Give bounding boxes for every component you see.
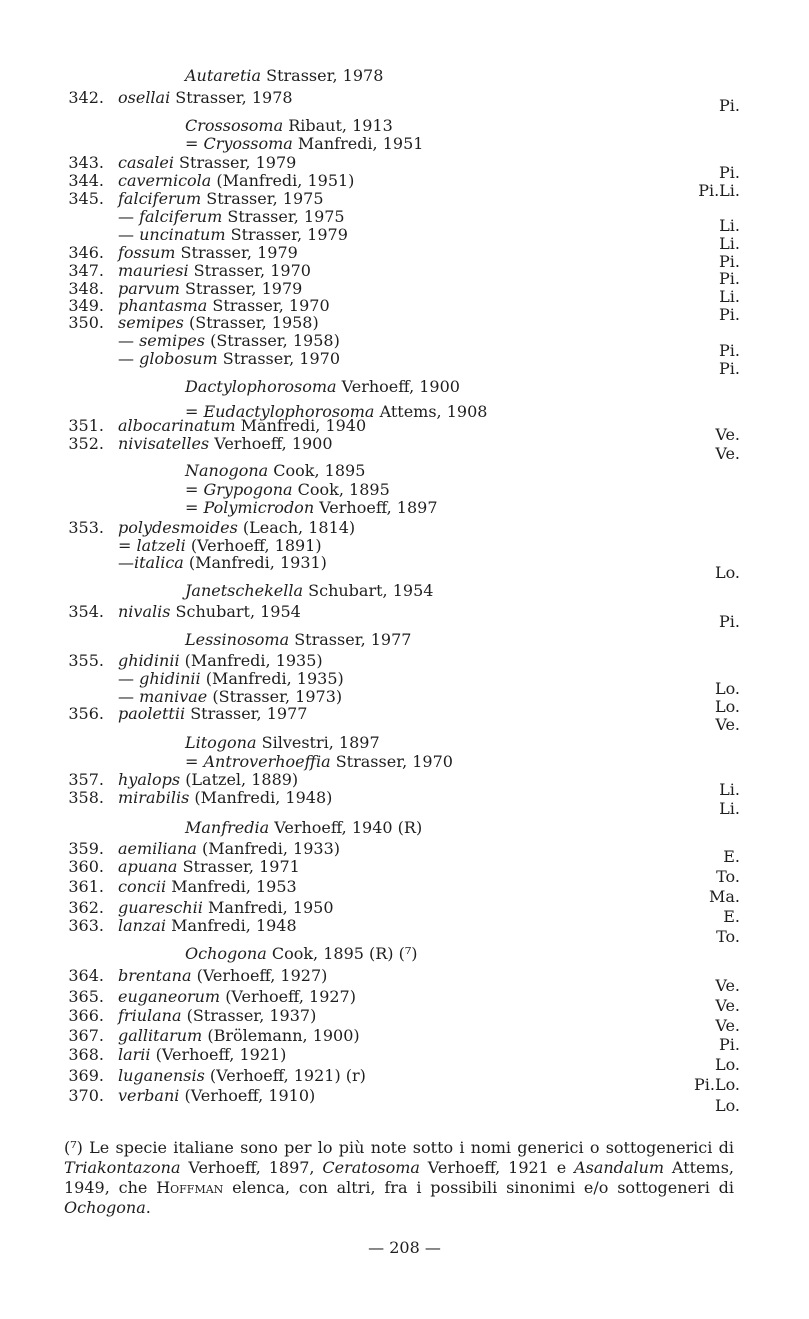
species-name: guareschii — [118, 898, 203, 917]
species-name: mauriesi — [118, 261, 189, 280]
genus-name: Grypogona — [203, 480, 293, 499]
entry-number: 361. — [68, 877, 104, 896]
synonym-prefix: — — [118, 225, 140, 244]
synonym-prefix: = — [185, 402, 204, 421]
author-citation: Cook, 1895 — [297, 480, 390, 499]
region-code: Lo. — [714, 1055, 740, 1074]
author-citation: Strasser, 1975 — [206, 189, 324, 208]
species-name: uncinatum — [139, 225, 226, 244]
region-code: Pi. — [719, 163, 740, 182]
entry-number: 354. — [68, 602, 104, 621]
author-citation: Strasser, 1978 — [266, 66, 384, 85]
genus-name: Manfredia — [185, 818, 270, 837]
entry-number: 349. — [68, 296, 104, 315]
region-code: Ve. — [715, 976, 740, 995]
region-code: Ve. — [715, 996, 740, 1015]
author-citation: Strasser, 1977 — [190, 704, 308, 723]
species-name: aemiliana — [118, 839, 197, 858]
footnote: (⁷) Le specie italiane sono per lo più note sotto i nomi generici o sottogenerici di Triakontazona Verhoeff, 1897, Ceratosoma Verhoeff, 1921 e Asandalum Attems, 1949, che Hoffman elenca, con altri, fra i possibili sinonimi e/o sottogeneri di Ochogona. — [64, 1138, 734, 1217]
entry-number: 368. — [68, 1045, 104, 1064]
region-code: Ve. — [715, 444, 740, 463]
synonym-prefix: = — [118, 536, 137, 555]
author-citation: Strasser, 1971 — [182, 857, 300, 876]
entry-number: 347. — [68, 261, 104, 280]
author-citation: Strasser, 1970 — [193, 261, 311, 280]
genus-name: Ochogona — [64, 1198, 146, 1217]
entry-number: 344. — [68, 171, 104, 190]
region-code: Li. — [719, 799, 740, 818]
entry-number: 350. — [68, 313, 104, 332]
species-name: semipes — [118, 313, 184, 332]
author-citation: (Manfredi, 1931) — [188, 553, 327, 572]
region-code: Pi.Lo. — [693, 1075, 740, 1094]
entry-number: 351. — [68, 416, 104, 435]
region-code: Ma. — [708, 887, 740, 906]
author-citation: Verhoeff, 1897 — [319, 498, 438, 517]
genus-name: Crossosoma — [185, 116, 284, 135]
author-citation: (Manfredi, 1935) — [184, 651, 323, 670]
author-citation: Verhoeff, 1900 — [341, 377, 460, 396]
entry-number: 365. — [68, 987, 104, 1006]
entry-number: 353. — [68, 518, 104, 537]
entry-number: 346. — [68, 243, 104, 262]
species-name: lanzai — [118, 916, 167, 935]
genus-name: Triakontazona — [64, 1158, 181, 1177]
species-name: friulana — [118, 1006, 182, 1025]
region-code: Lo. — [714, 563, 740, 582]
species-name: concii — [118, 877, 167, 896]
synonym-prefix: — — [118, 331, 140, 350]
region-code: To. — [716, 927, 740, 946]
region-code: Ve. — [715, 715, 740, 734]
author-citation: (Latzel, 1889) — [185, 770, 299, 789]
synonym-prefix: — — [118, 687, 140, 706]
region-code: Li. — [719, 287, 740, 306]
species-name: larii — [118, 1045, 151, 1064]
region-code: Ve. — [715, 425, 740, 444]
entry-number: 359. — [68, 839, 104, 858]
author-citation: Strasser, 1979 — [179, 153, 297, 172]
author-citation: Manfredi, 1940 — [240, 416, 367, 435]
species-name: osellai — [118, 88, 171, 107]
author-citation: Strasser, 1978 — [175, 88, 293, 107]
species-name: nivalis — [118, 602, 171, 621]
entry-number: 366. — [68, 1006, 104, 1025]
entry-number: 352. — [68, 434, 104, 453]
entry-number: 363. — [68, 916, 104, 935]
author-citation: Verhoeff, 1940 (R) — [274, 818, 423, 837]
author-citation: (Verhoeff, 1910) — [184, 1086, 316, 1105]
entry-number: 343. — [68, 153, 104, 172]
region-code: To. — [716, 867, 740, 886]
author-citation: Strasser, 1970 — [335, 752, 453, 771]
species-name: albocarinatum — [118, 416, 236, 435]
species-name: luganensis — [118, 1066, 205, 1085]
author-citation: Strasser, 1979 — [180, 243, 298, 262]
page-number: — 208 — — [368, 1238, 441, 1257]
region-code: Li. — [719, 780, 740, 799]
entry-number: 364. — [68, 966, 104, 985]
author-citation: Schubart, 1954 — [308, 581, 434, 600]
author-citation: Manfredi, 1951 — [297, 134, 424, 153]
genus-name: Janetschekella — [185, 581, 304, 600]
species-name: falciferum — [139, 207, 223, 226]
species-name: gallitarum — [118, 1026, 203, 1045]
author-citation: Schubart, 1954 — [175, 602, 301, 621]
genus-name: Lessinosoma — [185, 630, 290, 649]
species-name: nivisatelles — [118, 434, 210, 453]
author-citation: (Brölemann, 1900) — [207, 1026, 360, 1045]
species-name: semipes — [139, 331, 205, 350]
entry-number: 357. — [68, 770, 104, 789]
species-name: polydesmoides — [118, 518, 238, 537]
species-name: verbani — [118, 1086, 180, 1105]
author-citation: Strasser, 1979 — [185, 279, 303, 298]
species-name: phantasma — [118, 296, 208, 315]
entry-number: 355. — [68, 651, 104, 670]
region-code: E. — [723, 907, 740, 926]
entry-number: 342. — [68, 88, 104, 107]
region-code: Pi. — [719, 96, 740, 115]
entry-number: 360. — [68, 857, 104, 876]
species-name: ghidinii — [139, 669, 201, 688]
author-citation: Verhoeff, 1900 — [214, 434, 333, 453]
author-citation: Silvestri, 1897 — [261, 733, 380, 752]
region-code: Pi. — [719, 269, 740, 288]
synonym-prefix: = — [185, 498, 204, 517]
species-name: cavernicola — [118, 171, 212, 190]
genus-name: Polymicrodon — [203, 498, 315, 517]
entry-number: 348. — [68, 279, 104, 298]
author-citation: (Leach, 1814) — [242, 518, 356, 537]
region-code: Pi.Li. — [698, 181, 740, 200]
author-citation: Ribaut, 1913 — [288, 116, 393, 135]
footnote-marker: (⁷) — [64, 1138, 83, 1157]
entry-number: 362. — [68, 898, 104, 917]
region-code: Pi. — [719, 612, 740, 631]
region-code: Pi. — [719, 1035, 740, 1054]
species-name: manivae — [139, 687, 208, 706]
species-name: falciferum — [118, 189, 202, 208]
entry-number: 370. — [68, 1086, 104, 1105]
entry-number: 367. — [68, 1026, 104, 1045]
region-code: Li. — [719, 216, 740, 235]
region-code: Pi. — [719, 252, 740, 271]
author-citation: Strasser, 1975 — [227, 207, 345, 226]
genus-name: Ochogona — [185, 944, 267, 963]
genus-name: Cryossoma — [203, 134, 293, 153]
genus-name: Asandalum — [574, 1158, 665, 1177]
author-citation: Attems, 1908 — [379, 402, 488, 421]
synonym-prefix: — — [118, 553, 134, 572]
genus-name: Ceratosoma — [322, 1158, 420, 1177]
synonym-prefix: = — [185, 752, 204, 771]
author-citation: Manfredi, 1948 — [171, 916, 297, 935]
species-name: brentana — [118, 966, 192, 985]
genus-name: Autaretia — [185, 66, 262, 85]
region-code: Li. — [719, 234, 740, 253]
author-citation: (Verhoeff, 1927) — [196, 966, 328, 985]
author-citation: (Strasser, 1958) — [210, 331, 340, 350]
author-citation: Manfredi, 1950 — [208, 898, 334, 917]
species-name: ghidinii — [118, 651, 180, 670]
author-citation: (Verhoeff, 1921) — [155, 1045, 287, 1064]
species-name: mirabilis — [118, 788, 190, 807]
author-citation: Strasser, 1977 — [294, 630, 412, 649]
entry-number: 356. — [68, 704, 104, 723]
author-citation: Cook, 1895 (R) (⁷) — [271, 944, 418, 963]
author-citation: Cook, 1895 — [273, 461, 366, 480]
synonym-prefix: = — [185, 134, 204, 153]
genus-name: Nanogona — [185, 461, 269, 480]
synonym-prefix: — — [118, 207, 140, 226]
region-code: Pi. — [719, 359, 740, 378]
species-name: globosum — [139, 349, 218, 368]
entry-number: 369. — [68, 1066, 104, 1085]
species-name: euganeorum — [118, 987, 221, 1006]
synonym-prefix: — — [118, 669, 140, 688]
region-code: Pi. — [719, 341, 740, 360]
author-citation: Strasser, 1970 — [212, 296, 330, 315]
synonym-prefix: = — [185, 480, 204, 499]
genus-name: Dactylophorosoma — [185, 377, 337, 396]
region-code: E. — [723, 847, 740, 866]
author-citation: (Strasser, 1958) — [188, 313, 319, 332]
author-citation: Manfredi, 1953 — [171, 877, 297, 896]
author-citation: (Manfredi, 1935) — [205, 669, 344, 688]
author-citation: (Strasser, 1973) — [212, 687, 343, 706]
genus-name: Antroverhoeffia — [203, 752, 331, 771]
author-citation: (Manfredi, 1948) — [194, 788, 333, 807]
species-name: casalei — [118, 153, 174, 172]
region-code: Ve. — [715, 1016, 740, 1035]
author-citation: (Manfredi, 1951) — [216, 171, 355, 190]
author-citation: (Manfredi, 1933) — [202, 839, 341, 858]
region-code: Lo. — [714, 1096, 740, 1115]
entry-number: 358. — [68, 788, 104, 807]
species-name: hyalops — [118, 770, 181, 789]
genus-name: Litogona — [185, 733, 257, 752]
author-citation: (Strasser, 1937) — [186, 1006, 317, 1025]
species-name: apuana — [118, 857, 178, 876]
genus-name: Eudactylophorosoma — [203, 402, 375, 421]
author-name: Hoffman — [156, 1178, 224, 1197]
author-citation: Strasser, 1970 — [222, 349, 340, 368]
synonym-prefix: — — [118, 349, 140, 368]
region-code: Lo. — [714, 679, 740, 698]
species-name: fossum — [118, 243, 176, 262]
author-citation: (Verhoeff, 1921) (r) — [209, 1066, 366, 1085]
author-citation: (Verhoeff, 1927) — [225, 987, 356, 1006]
author-citation: Strasser, 1979 — [230, 225, 348, 244]
region-code: Pi. — [719, 305, 740, 324]
species-name: paolettii — [118, 704, 186, 723]
region-code: Lo. — [714, 697, 740, 716]
species-name: latzeli — [136, 536, 186, 555]
species-name: italica — [134, 553, 184, 572]
entry-number: 345. — [68, 189, 104, 208]
author-citation: (Verhoeff, 1891) — [190, 536, 322, 555]
species-name: parvum — [118, 279, 180, 298]
